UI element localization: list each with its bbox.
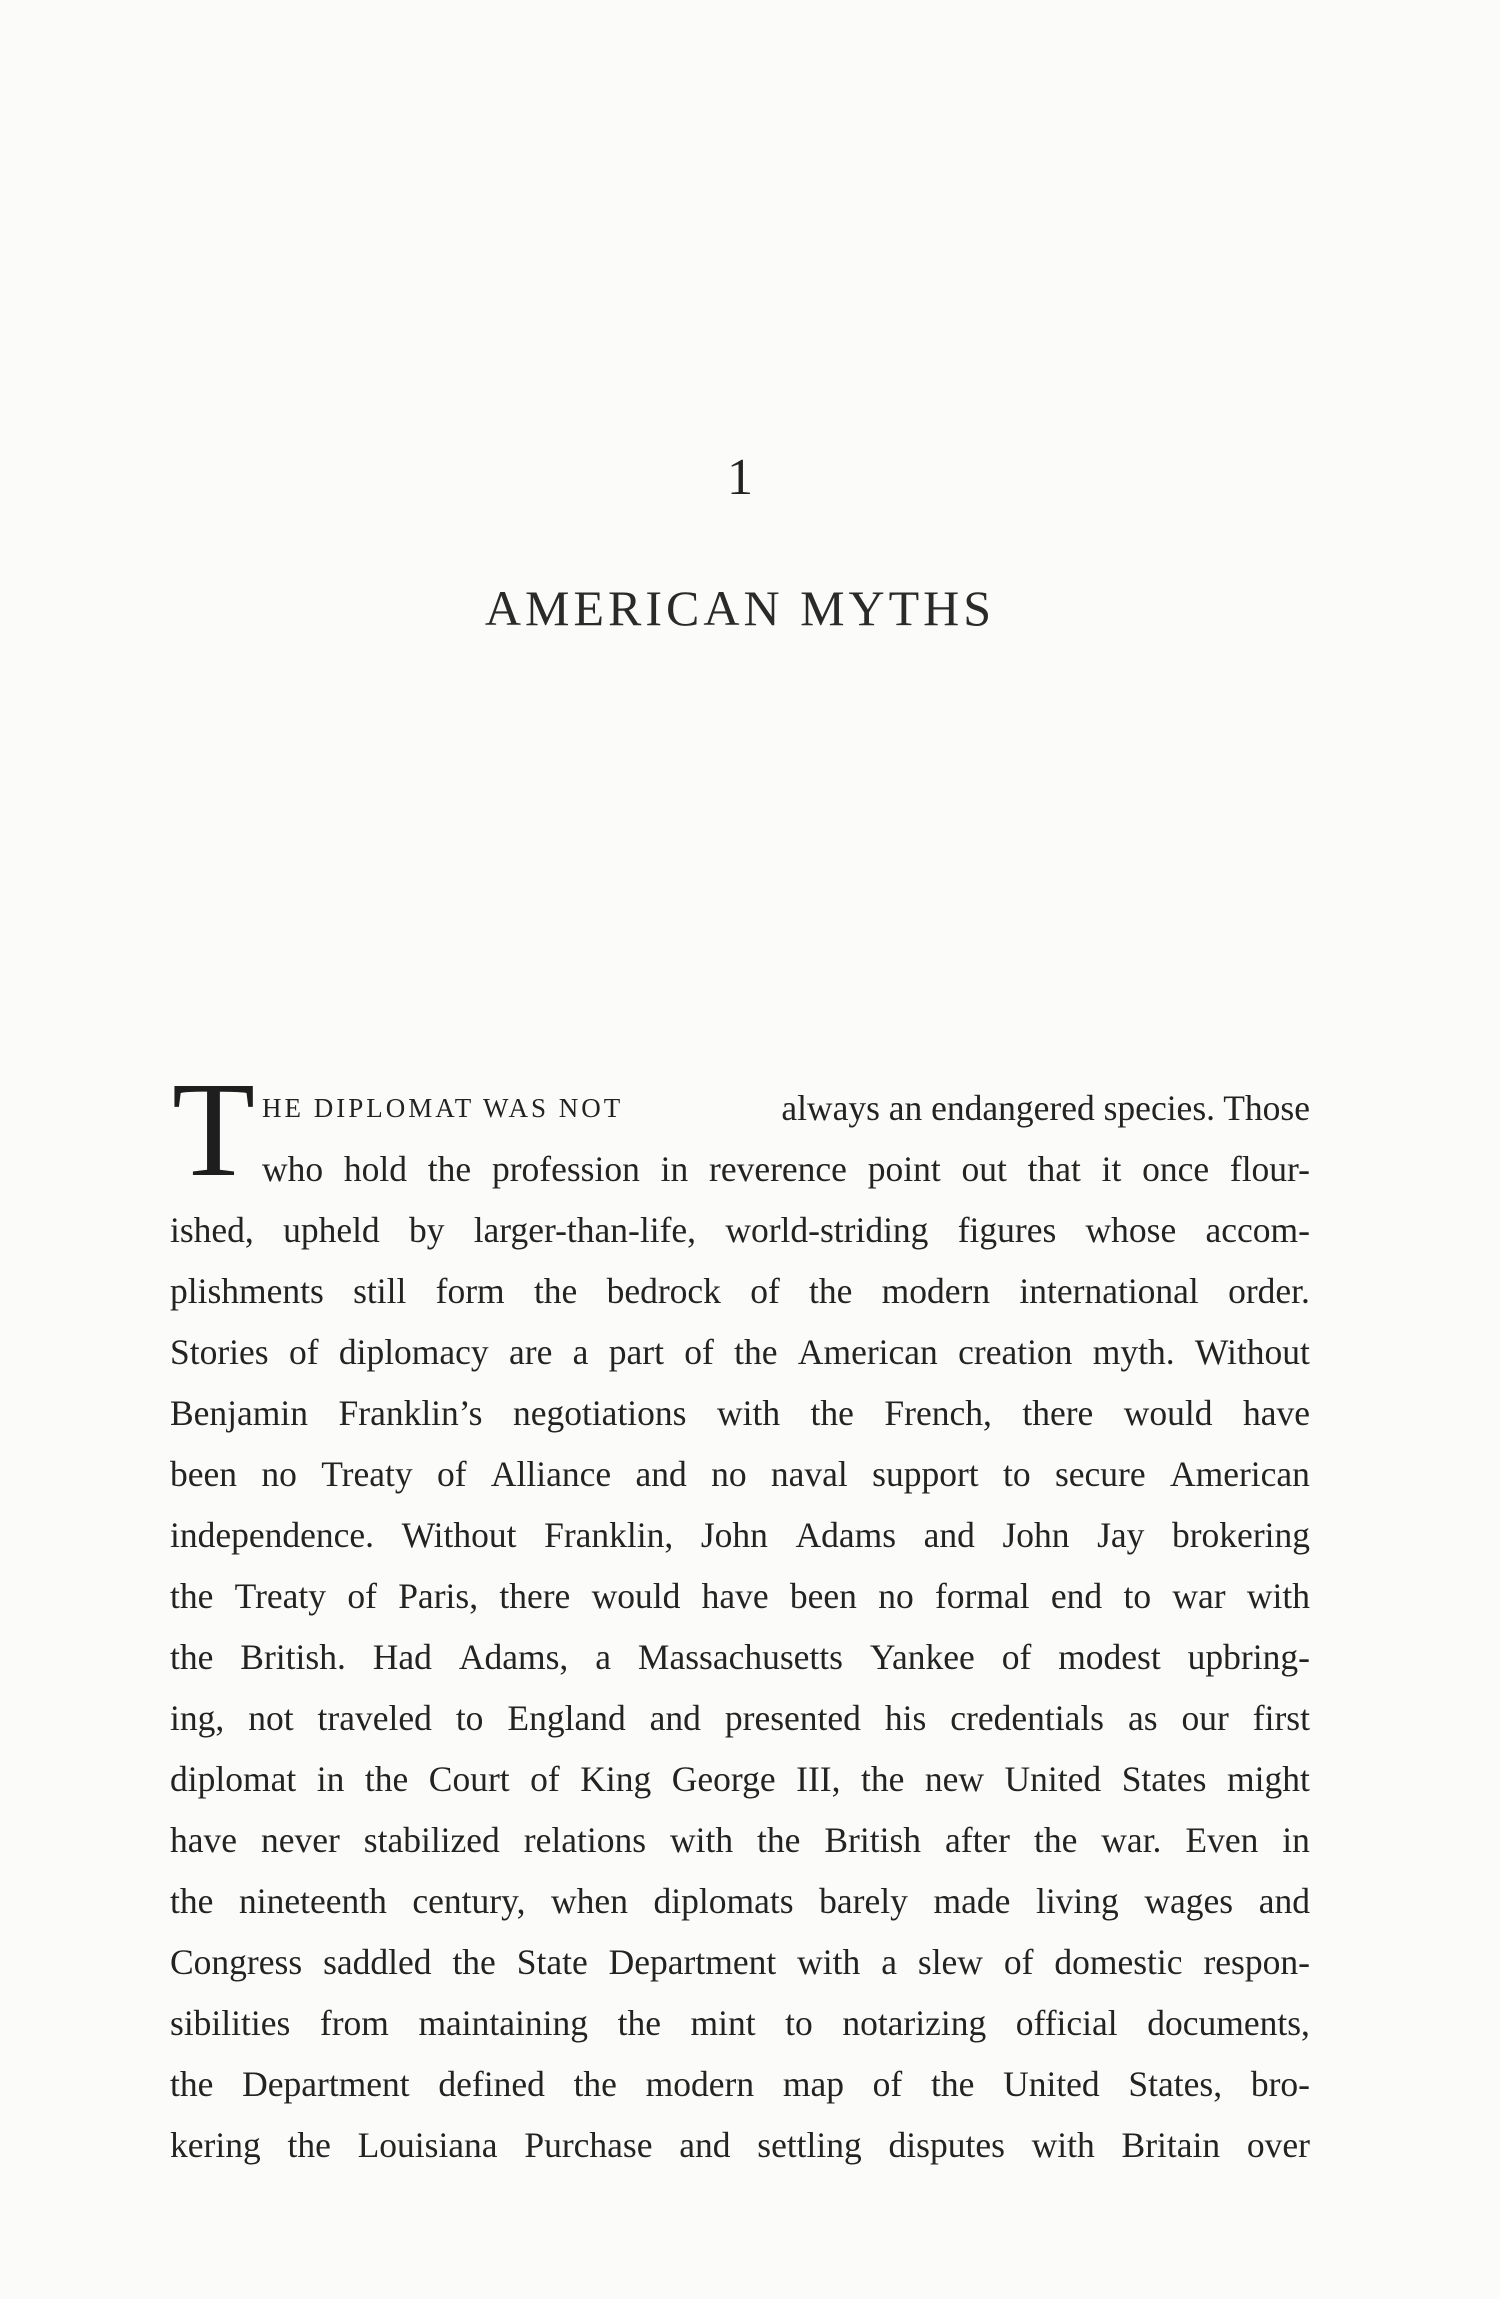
- word: to: [455, 1698, 484, 1738]
- word: of: [750, 1271, 780, 1311]
- word: Congress: [170, 1942, 303, 1982]
- word: the: [930, 2064, 975, 2104]
- word: a: [595, 1637, 611, 1677]
- word: Department: [242, 2064, 410, 2104]
- word: respon-: [1203, 1942, 1310, 1982]
- word: of: [347, 1576, 377, 1616]
- word: accom-: [1205, 1210, 1310, 1250]
- word: profession: [491, 1149, 640, 1189]
- word: the: [452, 1942, 496, 1982]
- word: and: [1258, 1881, 1310, 1921]
- word: still: [353, 1271, 407, 1311]
- word: would: [1123, 1393, 1213, 1433]
- paragraph-line: [170, 2054, 1310, 2115]
- word: Adams: [795, 1515, 897, 1555]
- word: secure: [1054, 1454, 1146, 1494]
- word: no: [261, 1454, 297, 1494]
- word: diplomat: [170, 1759, 297, 1799]
- word: George: [671, 1759, 776, 1799]
- word: defined: [438, 2064, 545, 2104]
- word: the: [617, 2003, 661, 2043]
- opening-smallcaps: HE DIPLOMAT WAS NOT: [262, 1093, 624, 1123]
- word: relations: [523, 1820, 647, 1860]
- word: barely: [819, 1881, 908, 1921]
- word: and: [923, 1515, 975, 1555]
- word: a: [572, 1332, 589, 1372]
- word: by: [408, 1210, 445, 1250]
- word: form: [435, 1271, 505, 1311]
- word: made: [933, 1881, 1011, 1921]
- paragraph-line: [170, 1261, 1310, 1322]
- word: disputes: [888, 2125, 1005, 2165]
- word: map: [782, 2064, 844, 2104]
- word: from: [319, 2003, 389, 2043]
- word: Louisiana: [357, 2125, 498, 2165]
- word: might: [1227, 1759, 1310, 1799]
- word: the: [1033, 1820, 1078, 1860]
- word: notarizing: [842, 2003, 987, 2043]
- word: hold: [343, 1149, 408, 1189]
- word: Department: [608, 1942, 777, 1982]
- word: our: [1181, 1698, 1229, 1738]
- word: Yankee: [869, 1637, 975, 1677]
- word: States: [1121, 1759, 1207, 1799]
- word: in: [1282, 1820, 1310, 1860]
- word: to: [1002, 1454, 1031, 1494]
- word: wages: [1144, 1881, 1234, 1921]
- word: are: [509, 1332, 553, 1372]
- word: international: [1019, 1271, 1199, 1311]
- paragraph-line: [170, 1749, 1310, 1810]
- word: naval: [770, 1454, 848, 1494]
- word: formal: [934, 1576, 1030, 1616]
- word: diplomacy: [338, 1332, 489, 1372]
- word: sibilities: [170, 2003, 291, 2043]
- word: ished,: [170, 1210, 254, 1250]
- word: in: [660, 1149, 689, 1189]
- word: John: [1002, 1515, 1070, 1555]
- word: independence.: [170, 1515, 375, 1555]
- word: living: [1035, 1881, 1119, 1921]
- word: war.: [1101, 1820, 1162, 1860]
- word: Stories: [170, 1332, 269, 1372]
- paragraph-line: [170, 1444, 1310, 1505]
- paragraph-line: [170, 1505, 1310, 1566]
- word: there: [1022, 1393, 1094, 1433]
- word: plishments: [170, 1271, 324, 1311]
- word: Without: [401, 1515, 517, 1555]
- word: support: [872, 1454, 979, 1494]
- word: Even: [1185, 1820, 1259, 1860]
- word: whose: [1085, 1210, 1177, 1250]
- paragraph-line: [170, 1627, 1310, 1688]
- word: French,: [884, 1393, 992, 1433]
- word: out: [961, 1149, 1007, 1189]
- word: his: [884, 1698, 927, 1738]
- word: negotiations: [512, 1393, 687, 1433]
- word: after: [944, 1820, 1011, 1860]
- word: with: [716, 1393, 781, 1433]
- word: King: [580, 1759, 652, 1799]
- word: British: [824, 1820, 922, 1860]
- word: the: [170, 1637, 214, 1677]
- word: bedrock: [606, 1271, 721, 1311]
- word: there: [499, 1576, 571, 1616]
- word: as: [1127, 1698, 1158, 1738]
- word: Benjamin: [170, 1393, 309, 1433]
- word: upbring-: [1187, 1637, 1310, 1677]
- word: of: [1003, 1942, 1034, 1982]
- word: figures: [957, 1210, 1057, 1250]
- word: official: [1015, 2003, 1118, 2043]
- word: flour-: [1229, 1149, 1310, 1189]
- word: Had: [372, 1637, 432, 1677]
- word: with: [1246, 1576, 1310, 1616]
- word: Treaty: [234, 1576, 327, 1616]
- word: the: [427, 1149, 472, 1189]
- word: the: [810, 1393, 854, 1433]
- word: in: [316, 1759, 345, 1799]
- paragraph-line: [170, 1993, 1310, 2054]
- word: United: [1004, 1759, 1102, 1799]
- word: part: [608, 1332, 664, 1372]
- word: Massachusetts: [637, 1637, 843, 1677]
- word: traveled: [317, 1698, 432, 1738]
- word: with: [669, 1820, 734, 1860]
- word: a: [881, 1942, 897, 1982]
- word: United: [1003, 2064, 1100, 2104]
- paragraph-line: [262, 1139, 1310, 1200]
- word: new: [924, 1759, 985, 1799]
- word: no: [878, 1576, 914, 1616]
- word: the: [170, 1576, 214, 1616]
- word: no: [711, 1454, 747, 1494]
- word: with: [1031, 2125, 1095, 2165]
- word: been: [170, 1454, 238, 1494]
- word: would: [591, 1576, 681, 1616]
- word: Purchase: [524, 2125, 653, 2165]
- word: to: [785, 2003, 813, 2043]
- word: III,: [796, 1759, 841, 1799]
- word: been: [789, 1576, 857, 1616]
- word: the: [757, 1820, 801, 1860]
- paragraph-line: [170, 1688, 1310, 1749]
- word: credentials: [950, 1698, 1105, 1738]
- word: maintaining: [418, 2003, 589, 2043]
- word: first: [1252, 1698, 1310, 1738]
- word: the: [860, 1759, 905, 1799]
- word: Treaty: [321, 1454, 413, 1494]
- word: Court: [428, 1759, 510, 1799]
- word: domestic: [1054, 1942, 1183, 1982]
- word: Paris,: [398, 1576, 479, 1616]
- word: of: [436, 1454, 467, 1494]
- word: the: [287, 2125, 331, 2165]
- word: British.: [240, 1637, 346, 1677]
- word: modest: [1058, 1637, 1161, 1677]
- word: and: [635, 1454, 687, 1494]
- paragraph-line: [170, 1932, 1310, 1993]
- word: slew: [917, 1942, 983, 1982]
- word: upheld: [283, 1210, 380, 1250]
- word: world-striding: [725, 1210, 929, 1250]
- word: larger-than-life,: [473, 1210, 697, 1250]
- paragraph-line: [170, 2115, 1310, 2176]
- body-paragraph: [170, 1078, 1310, 2176]
- word: reverence: [709, 1149, 847, 1189]
- word: John: [700, 1515, 768, 1555]
- paragraph-line: [170, 1200, 1310, 1261]
- word: over: [1246, 2125, 1310, 2165]
- word: once: [1142, 1149, 1210, 1189]
- word: settling: [757, 2125, 862, 2165]
- paragraph-line: [170, 1566, 1310, 1627]
- word: end: [1050, 1576, 1103, 1616]
- word: documents,: [1147, 2003, 1310, 2043]
- word: Alliance: [490, 1454, 612, 1494]
- line-text: always an endangered species. Those: [781, 1088, 1310, 1128]
- paragraph-line: [170, 1810, 1310, 1871]
- drop-cap: T: [172, 1055, 256, 1205]
- word: and: [679, 2125, 731, 2165]
- word: to: [1123, 1576, 1152, 1616]
- word: bro-: [1250, 2064, 1310, 2104]
- paragraph-line: [262, 1078, 1310, 1139]
- chapter-title: AMERICAN MYTHS: [484, 580, 996, 636]
- word: creation: [958, 1332, 1073, 1372]
- word: the: [170, 2064, 214, 2104]
- word: nineteenth: [238, 1881, 387, 1921]
- word: of: [872, 2064, 903, 2104]
- word: modern: [881, 1271, 991, 1311]
- word: the: [170, 1881, 214, 1921]
- word: modern: [645, 2064, 755, 2104]
- word: Franklin’s: [338, 1393, 483, 1433]
- word: States,: [1128, 2064, 1223, 2104]
- word: of: [288, 1332, 319, 1372]
- word: the: [364, 1759, 409, 1799]
- word: Adams,: [458, 1637, 569, 1677]
- word: American: [1169, 1454, 1310, 1494]
- word: stabilized: [363, 1820, 500, 1860]
- word: saddled: [323, 1942, 432, 1982]
- word: the: [734, 1332, 778, 1372]
- word: kering: [170, 2125, 261, 2165]
- paragraph-line: [170, 1383, 1310, 1444]
- word: have: [170, 1820, 238, 1860]
- word: never: [260, 1820, 340, 1860]
- word: not: [248, 1698, 294, 1738]
- word: order.: [1228, 1271, 1310, 1311]
- word: Jay: [1097, 1515, 1145, 1555]
- word: the: [533, 1271, 578, 1311]
- word: of: [1001, 1637, 1032, 1677]
- word: who: [262, 1149, 324, 1189]
- word: mint: [690, 2003, 756, 2043]
- word: England: [507, 1698, 626, 1738]
- paragraph-line: [170, 1322, 1310, 1383]
- word: of: [530, 1759, 560, 1799]
- word: it: [1101, 1149, 1122, 1189]
- word: with: [797, 1942, 861, 1982]
- word: war: [1172, 1576, 1226, 1616]
- word: the: [573, 2064, 617, 2104]
- word: State: [516, 1942, 588, 1982]
- word: when: [551, 1881, 628, 1921]
- word: century,: [412, 1881, 526, 1921]
- word: the: [809, 1271, 853, 1311]
- word: ing,: [170, 1698, 225, 1738]
- word: of: [684, 1332, 714, 1372]
- chapter-number: 1: [727, 449, 753, 506]
- word: diplomats: [653, 1881, 794, 1921]
- word: American: [797, 1332, 938, 1372]
- word: and: [649, 1698, 701, 1738]
- word: Britain: [1121, 2125, 1221, 2165]
- word: Without: [1194, 1332, 1310, 1372]
- word: have: [1242, 1393, 1310, 1433]
- word: point: [867, 1149, 941, 1189]
- word: Franklin,: [544, 1515, 674, 1555]
- paragraph-line: [170, 1871, 1310, 1932]
- word: myth.: [1092, 1332, 1175, 1372]
- word: have: [701, 1576, 769, 1616]
- word: presented: [724, 1698, 861, 1738]
- word: brokering: [1171, 1515, 1310, 1555]
- word: that: [1027, 1149, 1081, 1189]
